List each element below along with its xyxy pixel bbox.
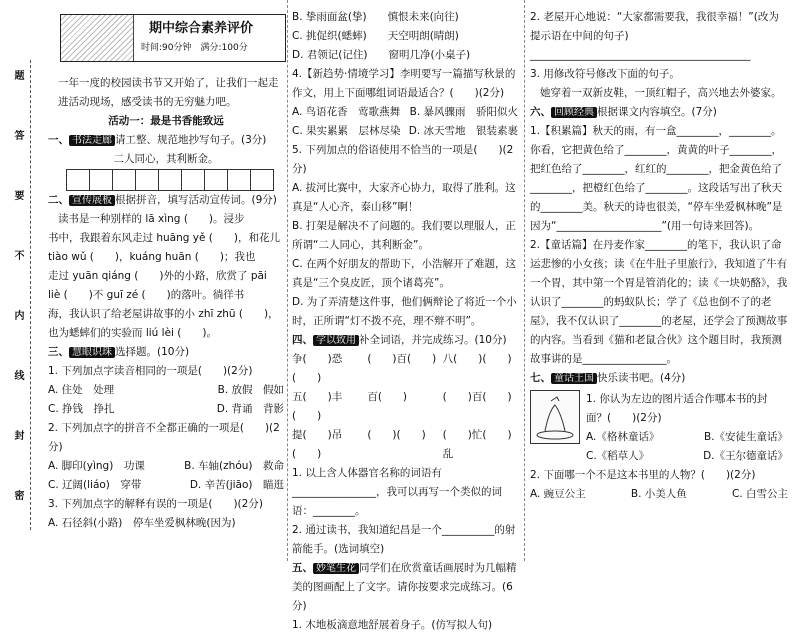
options: C. 辽阔(liáo) 穿带 D. 辛苦(jiāo) 瞄逛 [48, 479, 284, 491]
side-char: 题 [12, 70, 23, 80]
question: 3. 用修改符号修改下面的句子。 [530, 68, 680, 80]
option: B. 挚雨面盆(挚) 慎恨未来(向往) [292, 11, 459, 23]
question: 1. 你认为左边的图片适合作哪本书的封面？( )(2分) [586, 393, 768, 424]
q3-item: 2. 下列加点字的拼音不全都正确的一项是( )(2分) [48, 422, 280, 453]
option: B. 打架是解决不了问题的。我们要以理服人，正所谓“二人同心，其利断金”。 [292, 220, 516, 251]
question: 1. 木地板滴意地舒展着身子。(仿写拟人句) [292, 619, 493, 631]
binding-margin [6, 60, 31, 530]
question: 2. 老屋开心地说：“大家都需要我，我很幸福！”(改为提示语在中间的句子) [530, 11, 779, 42]
fill-row: 五( )丰( ) 百( ) ( )百( ) [292, 391, 512, 422]
q4: 四、 学以致用 补全词语，并完成练习。(10分) [292, 334, 507, 346]
section-tag: 宣传展板 [69, 195, 115, 206]
options: A. 住处 处理 B. 放假 假如 [48, 384, 284, 396]
options: A.《格林童话》 B.《安徒生童话》 [586, 431, 788, 443]
q5: 五、 妙笔生花 同学们在欣赏童话画展时为几幅精美的图画配上了文字。请你按要求完成练习。(6分) [292, 562, 517, 612]
q2-line: 书中，我跟着东风走过 huāng yě ( )，和花儿 [48, 232, 280, 244]
sentence: 她穿着一双新皮鞋，一顶红帽子，高兴地去外婆家。 [540, 87, 782, 99]
q7: 七、 童话王国 快乐读书吧。(4分) [530, 372, 686, 384]
side-char: 要 [12, 190, 23, 200]
answer-line[interactable]: __________________________________________ [530, 49, 751, 61]
section-tag: 慧眼识珠 [69, 347, 115, 358]
column-divider [287, 0, 288, 561]
column-3 [530, 8, 788, 504]
fill-row: 提( )吊( ) ( )( ) ( )忙( )乱 [292, 429, 512, 460]
time-score: 时间:90分钟 满分:100分 [141, 43, 248, 53]
options: C. 挣钱 挣扎 D. 背诵 背影 [48, 403, 284, 415]
q3-item: 1. 下列加点字读音相同的一项是( )(2分) [48, 365, 253, 377]
writing-grid[interactable] [48, 169, 284, 191]
section-tag: 回顾经典 [551, 107, 597, 118]
question: 5. 下列加点的俗语使用不恰当的一项是( )(2分) [292, 144, 514, 175]
q2-line: liè ( )不 guī zé ( )的落叶。徜徉书 [48, 289, 245, 301]
book-cover-image [530, 390, 580, 444]
section-tag: 妙笔生花 [313, 563, 359, 574]
options: A. 豌豆公主 B. 小美人鱼 C. 白雪公主 [530, 488, 788, 500]
options: C. 果实累累 层林尽染 D. 冰天雪地 银装素裹 [292, 125, 518, 137]
side-char: 不 [12, 250, 23, 260]
side-char: 内 [12, 310, 23, 320]
question: 1. 以上含人体器官名称的词语有________________，我可以再写一个类似的词语：________。 [292, 467, 502, 517]
copy-sentence: 二人同心，其利断金。 [113, 153, 219, 165]
q1: 一、 书法走廊 请工整、规范地抄写句子。(3分) [48, 134, 267, 146]
question: 2. 下面哪一个不是这本书里的人物？( )(2分) [530, 469, 756, 481]
page-title: 期中综合素养评价 [149, 21, 254, 36]
column-divider [524, 0, 525, 561]
option: C. 在两个好朋友的帮助下，小浩解开了难题，这真是“三个臭皮匠，顶个诸葛亮”。 [292, 258, 517, 289]
title-decoration [61, 15, 134, 61]
column-2 [292, 8, 518, 635]
options: A. 鸟语花香 莺歌燕舞 B. 暴风骤雨 骄阳似火 [292, 106, 518, 118]
activity-heading: 活动一：最是书香能致远 [108, 115, 224, 127]
column-1 [48, 8, 284, 533]
option: A. 石径斜(小路) 停车坐爱枫林晚(因为) [48, 517, 236, 529]
q2-line: 海，我认识了给老屋讲故事的小 zhī zhū ( )， [48, 308, 279, 320]
q3-item: 3. 下列加点字的解释有误的一项是( )(2分) [48, 498, 263, 510]
section-tag: 学以致用 [313, 335, 359, 346]
q3: 三、 慧眼识珠 选择题。(10分) [48, 346, 190, 358]
option: A. 拔河比赛中，大家齐心协力，取得了胜利。这真是“人心齐，泰山移”啊！ [292, 182, 516, 213]
side-char: 密 [12, 490, 23, 500]
section-tag: 童话王国 [551, 373, 597, 384]
question: 1.【积累篇】秋天的雨，有一盒________，________。你看，它把黄色给了________，黄黄的叶子________，把红色给了________，红红的________，把金黄色给了________，把橙红色给了________。这段话写出了秋天的________美。秋天的诗也很美，“停车坐爱枫林晚”是因为“____________________”(用一句诗来回答)。 [530, 125, 783, 232]
q6: 六、 回顾经典 根据课文内容填空。(7分) [530, 106, 717, 118]
option: D. 君领记(记住) 窗明几净(小桌子) [292, 49, 471, 61]
q2: 二、 宣传展板 根据拼音，填写活动宣传词。(9分) [48, 194, 277, 206]
q2-line: 走过 yuān qiáng ( )外的小路，欣赏了 pāi [48, 270, 267, 282]
q2-line: tiào wǔ ( )，kuáng huān ( )；我也 [48, 251, 256, 263]
options: C.《稻草人》 D.《王尔德童话》 [586, 450, 788, 462]
q2-line: 读书是一种别样的 lā xìng ( )。浸步 [58, 213, 245, 225]
intro-text: 一年一度的校园读书节又开始了，让我们一起走进活动现场，感受读书的无穷魅力吧。 [58, 77, 279, 108]
side-char: 答 [12, 130, 23, 140]
side-char: 线 [12, 370, 23, 380]
q2-line: 也为蟋蟀们的实验而 liú lèi ( )。 [48, 327, 217, 339]
question: 4.【新趋势·情境学习】李明要写一篇描写秋景的作文，用上下面哪组词语最适合？( )(2分) [292, 68, 516, 99]
question: 2. 通过读书，我知道纪昌是一个__________的射箭能手。(选词填空) [292, 524, 516, 555]
fill-row: 争( )恐( ) ( )百( ) 八( )( ) [292, 353, 512, 384]
question: 2.【童话篇】在丹麦作家________的笔下，我认识了命运悲惨的小女孩；读《在牛肚子里旅行》，我知道了牛有一个胃，其中第一个胃是管消化的；读《一块奶酪》，我认识了________的蚂蚁队长；学了《总也倒不了的老屋》，我不仅认识了________的老屋，还学会了预测故事的内容。当看到《猫和老鼠合伙》这个题目时，我预测故事讲的是________________。 [530, 239, 788, 365]
option: C. 挑促织(蟋蟀) 天空明朗(晴朗) [292, 30, 459, 42]
options: A. 脚印(yìng) 功课 B. 车轴(zhóu) 救命 [48, 460, 284, 472]
title-box [60, 14, 286, 62]
side-char: 封 [12, 430, 23, 440]
option: D. 为了弄清楚这件事，他们俩辩论了将近一个小时，正所谓“灯不拨不亮，理不辩不明”。 [292, 296, 517, 327]
section-tag: 书法走廊 [69, 135, 115, 146]
